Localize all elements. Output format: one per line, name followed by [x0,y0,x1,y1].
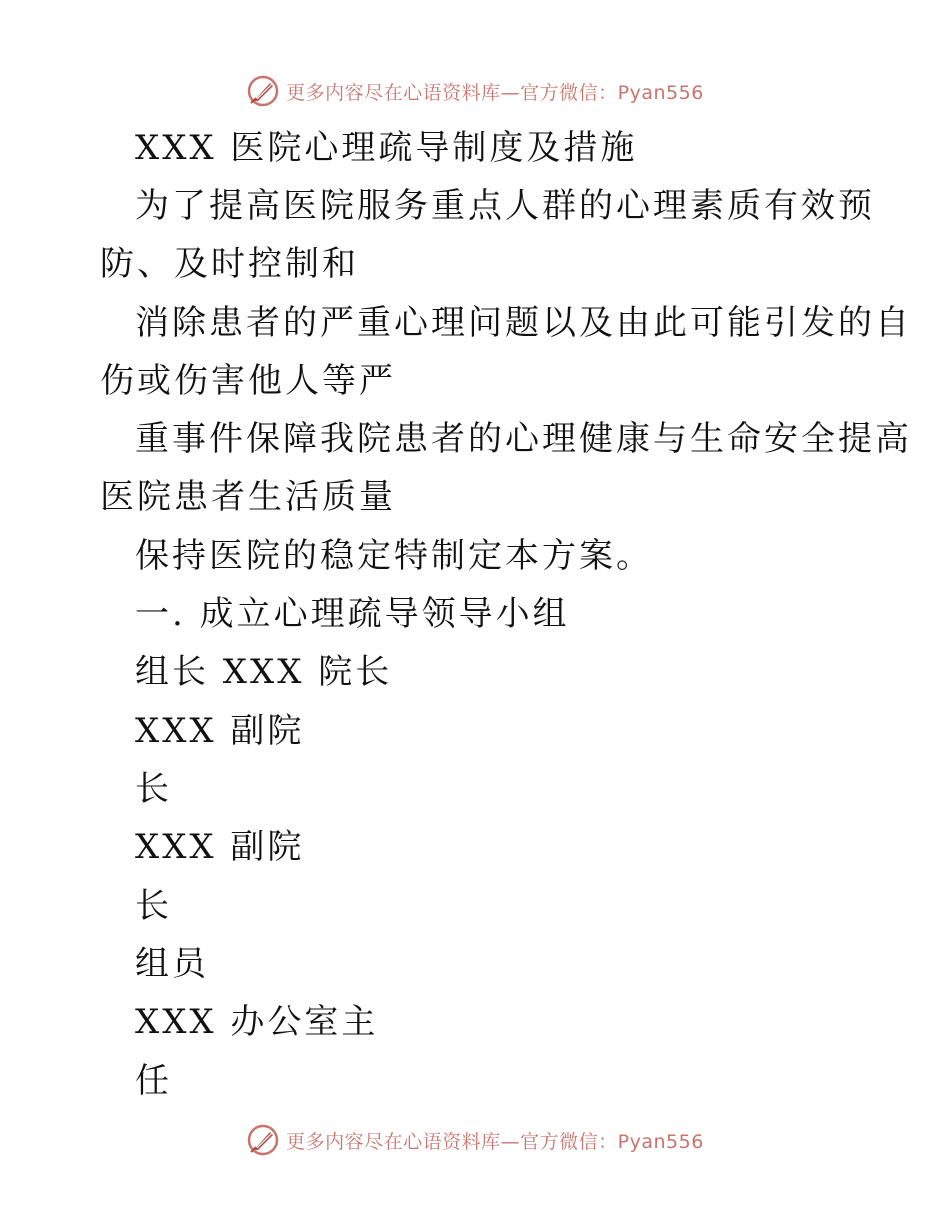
paragraph-line: 保持医院的稳定特制定本方案。 [135,536,653,576]
paragraph-line: XXX 副院 [135,711,305,751]
paragraph-line: 为了提高医院服务重点人群的心理素质有效预 [135,186,875,226]
paragraph-line: 长 [135,886,172,926]
footer-watermark [0,1120,950,1160]
paragraph-line: 组员 [135,944,209,984]
paragraph-line: 任 [135,1061,172,1101]
paragraph-line: 伤或伤害他人等严 [100,361,396,401]
paragraph-line: 组长 XXX 院长 [135,652,393,692]
paragraph-line: 重事件保障我院患者的心理健康与生命安全提高 [135,419,912,459]
document-title: XXX 医院心理疏导制度及措施 [135,128,638,168]
feather-quill-logo-icon [246,1123,280,1157]
paragraph-line: 医院患者生活质量 [100,477,396,517]
section-heading: 一. 成立心理疏导领导小组 [135,594,570,634]
feather-quill-logo-icon [246,74,280,108]
header-watermark [0,71,950,111]
watermark-text: 更多内容尽在心语资料库—官方微信：Pyan556 [286,1130,704,1153]
paragraph-line: XXX 办公室主 [135,1002,379,1042]
watermark-text: 更多内容尽在心语资料库—官方微信：Pyan556 [286,81,704,104]
paragraph-line: 长 [135,769,172,809]
paragraph-line: 防、及时控制和 [100,244,359,284]
paragraph-line: XXX 副院 [135,827,305,867]
paragraph-line: 消除患者的严重心理问题以及由此可能引发的自 [135,303,912,343]
